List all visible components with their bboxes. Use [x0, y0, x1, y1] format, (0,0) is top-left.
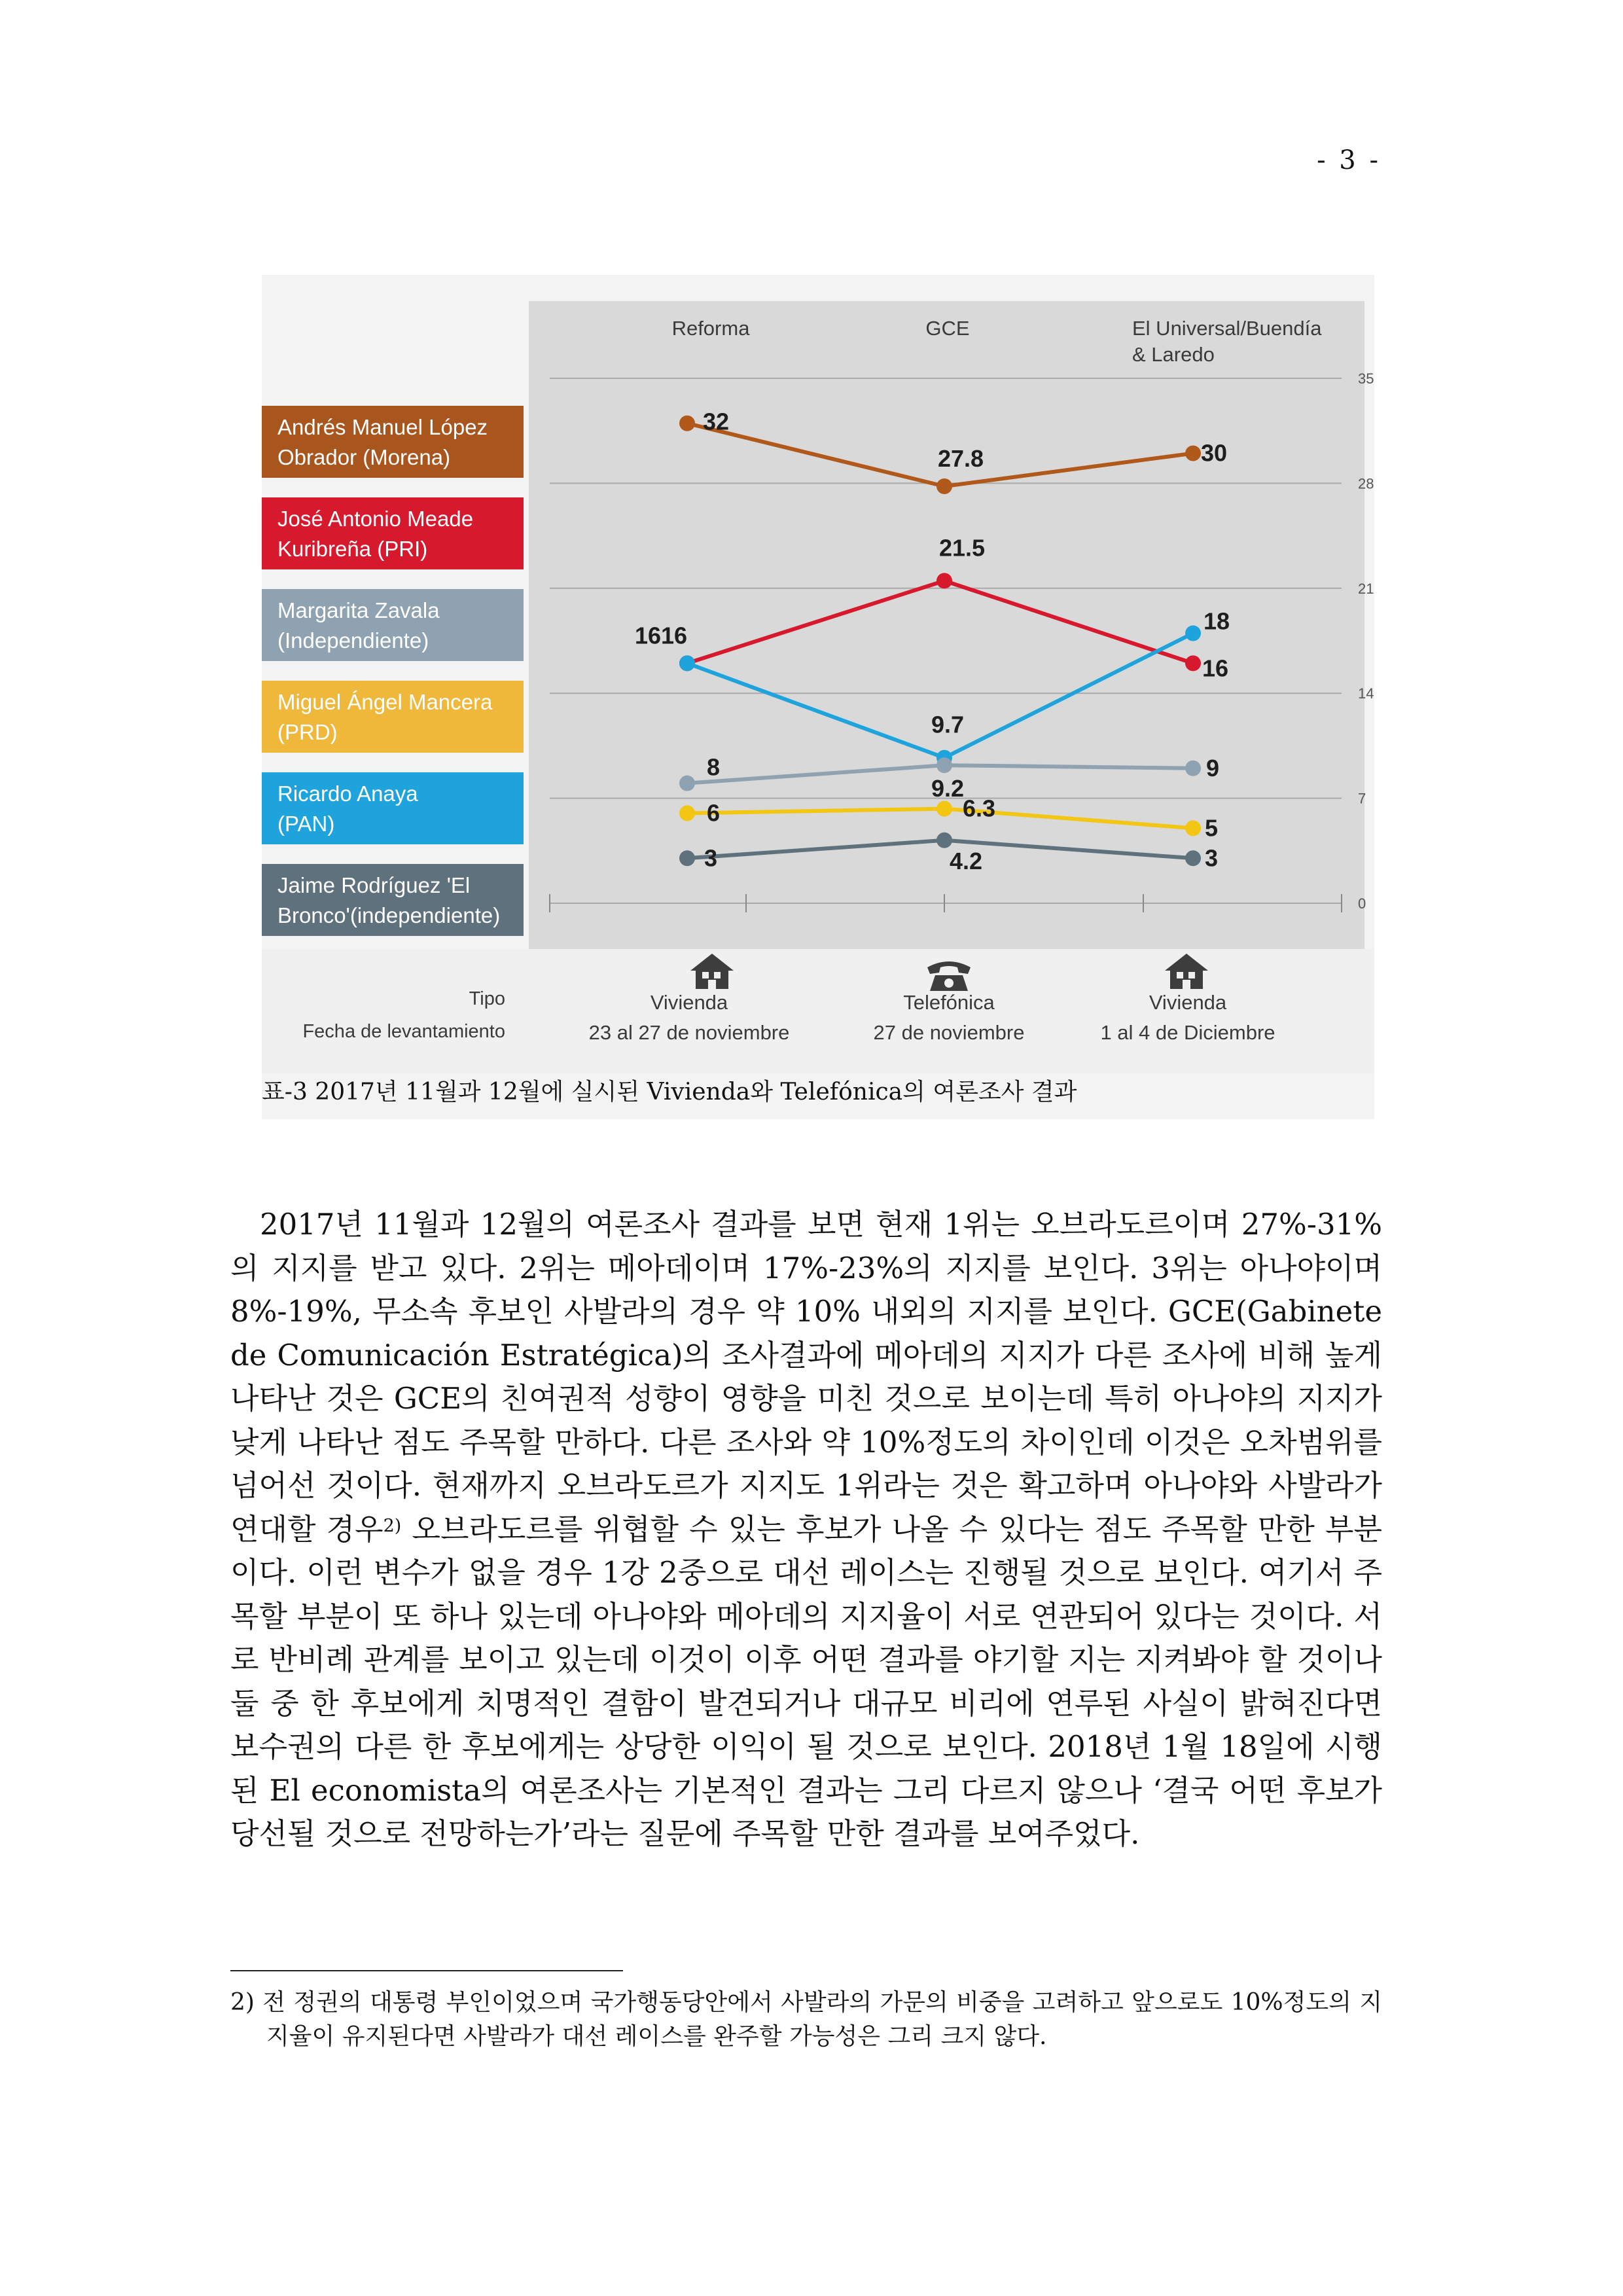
pollster-reforma: Reforma — [671, 317, 750, 340]
data-label: 6 — [707, 799, 721, 827]
legend-item — [262, 406, 524, 478]
data-label: 9.2 — [931, 775, 965, 802]
data-point — [936, 801, 952, 817]
legend-label-line1: José Antonio Meade — [277, 507, 474, 531]
footer-fecha-2: 27 de noviembre — [873, 1021, 1025, 1044]
data-label: 30 — [1201, 439, 1228, 467]
footnote: 2) 전 정권의 대통령 부인이었으며 국가행동당안에서 사발라의 가문의 비중을 고려하고 앞으로도 10%정도의 지지율이 유지된다면 사발라가 대선 레이스를 완주할 가능성은 그리 크지 않다. — [230, 1989, 1382, 2050]
legend-label-line2: (PRD) — [277, 720, 338, 744]
y-tick-label: 14 — [1358, 685, 1374, 702]
poll-line-chart — [262, 275, 1374, 1073]
data-label: 18 — [1204, 607, 1230, 635]
data-label: 16 — [1202, 655, 1229, 682]
paragraph-text-part2: 오브라도르를 위협할 수 있는 후보가 나올 수 있다는 점도 주목할 만한 부분이다. 이런 변수가 없을 경우 1강 2중으로 대선 레이스는 진행될 것으로 보인다. 여기서 주목할 부분이 또 하나 있는데 아나야와 메아데의 지지율이 서로 연관되어 있다는 것이다. 서로 반비례 관계를 보이고 있는데 이것이 이후 어떤 결과를 야기할 지는 지켜봐야 할 것이나 둘 중 한 후보에게 치명적인 결함이 발견되거나 대규모 비리에 연루된 사실이 밝혀진다면 보수권의 다른 한 후보에게는 상당한 이익이 될 것으로 보인다. 2018년 1월 18일에 시행된 El economista의 여론조사는 기본적인 결과는 그리 다르지 않으나 ‘결국 어떤 후보가 당선될 것으로 전망하는가’라는 질문에 주목할 만한 결과를 보여주었다. — [230, 1511, 1382, 1851]
page-number: - 3 - — [1317, 145, 1381, 175]
legend-label-line2: Bronco'(independiente) — [277, 903, 501, 927]
y-tick-label: 28 — [1358, 475, 1374, 492]
data-label: 16 — [635, 622, 662, 649]
legend-label-line2: (Independiente) — [277, 628, 429, 653]
footer-fecha-1: 23 al 27 de noviembre — [588, 1021, 790, 1044]
legend-item — [262, 589, 524, 661]
legend-item — [262, 681, 524, 753]
y-tick-label: 35 — [1358, 370, 1374, 387]
legend-item — [262, 497, 524, 569]
data-point — [1185, 850, 1201, 866]
pollster-el-universal: El Universal/Buendía — [1132, 317, 1322, 340]
footer-tipo-3: Vivienda — [1149, 991, 1227, 1014]
pollster-gce: GCE — [925, 317, 970, 340]
data-label: 9 — [1206, 754, 1220, 781]
legend-label-line1: Jaime Rodríguez 'El — [277, 873, 471, 897]
data-point — [679, 416, 695, 431]
legend-label-line2: (PAN) — [277, 812, 335, 836]
poll-figure — [262, 275, 1374, 1119]
footnote-reference: 2) — [383, 1515, 402, 1536]
legend-label-line2: Kuribreña (PRI) — [277, 537, 428, 561]
data-point — [679, 806, 695, 821]
footer-tipo-label: Tipo — [469, 988, 505, 1009]
footnote-divider — [230, 1970, 623, 1971]
legend-item — [262, 772, 524, 844]
footer-fecha-label: Fecha de levantamiento — [302, 1021, 505, 1042]
pollster-laredo: & Laredo — [1132, 343, 1215, 366]
footer-tipo-1: Vivienda — [650, 991, 728, 1014]
legend-label-line1: Andrés Manuel López — [277, 415, 488, 439]
data-point — [1185, 446, 1201, 461]
data-point — [936, 573, 952, 588]
data-point — [679, 655, 695, 671]
data-label: 3 — [1205, 844, 1219, 872]
data-point — [679, 850, 695, 866]
body-paragraph — [230, 1203, 1382, 1856]
data-point — [936, 478, 952, 494]
legend-item — [262, 864, 524, 936]
data-label: 3 — [704, 844, 718, 872]
data-label: 16 — [661, 622, 688, 649]
data-point — [1185, 761, 1201, 776]
data-point — [1185, 655, 1201, 671]
data-point — [1185, 626, 1201, 641]
data-point — [1185, 820, 1201, 836]
data-label: 21.5 — [939, 534, 986, 562]
footer-fecha-3: 1 al 4 de Diciembre — [1100, 1021, 1275, 1044]
legend-label-line1: Ricardo Anaya — [277, 781, 418, 806]
footer-tipo-2: Telefónica — [903, 991, 995, 1014]
y-tick-label: 21 — [1358, 580, 1374, 597]
data-point — [936, 833, 952, 848]
y-tick-label: 7 — [1358, 790, 1366, 807]
data-point — [679, 776, 695, 791]
legend-label-line1: Margarita Zavala — [277, 598, 440, 622]
data-label: 8 — [707, 753, 721, 781]
y-tick-label: 0 — [1358, 895, 1366, 912]
data-point — [936, 757, 952, 773]
candidate-legend — [262, 406, 524, 936]
data-label: 4.2 — [950, 847, 983, 874]
data-label: 32 — [703, 408, 730, 435]
legend-label-line2: Obrador (Morena) — [277, 445, 451, 469]
figure-caption: 표-3 2017년 11월과 12월에 실시된 Vivienda와 Telefónica의 여론조사 결과 — [262, 1079, 1077, 1105]
data-label: 27.8 — [938, 444, 984, 472]
data-label: 5 — [1205, 814, 1219, 842]
paragraph-text-part1: 2017년 11월과 12월의 여론조사 결과를 보면 현재 1위는 오브라도르이며 27%-31%의 지지를 받고 있다. 2위는 메아데이며 17%-23%의 지지를 보인다. 3위는 아나야이며 8%-19%, 무소속 후보인 사발라의 경우 약 10% 내외의 지지를 보인다. GCE(Gabinete de Comunicación Estratégica)의 조사결과에 메아데의 지지가 다른 조사에 비해 높게 나타난 것은 GCE의 친여권적 성향이 영향을 미친 것으로 보이는데 특히 아나야의 지지가 낮게 나타난 점도 주목할 만하다. 다른 조사와 약 10%정도의 차이인데 이것은 오차범위를 넘어선 것이다. 현재까지 오브라도르가 지지도 1위라는 것은 확고하며 아나야와 사발라가 연대할 경우 — [230, 1207, 1382, 1547]
data-label: 6.3 — [963, 795, 996, 822]
data-label: 9.7 — [931, 711, 965, 738]
legend-label-line1: Miguel Ángel Mancera — [277, 690, 493, 714]
